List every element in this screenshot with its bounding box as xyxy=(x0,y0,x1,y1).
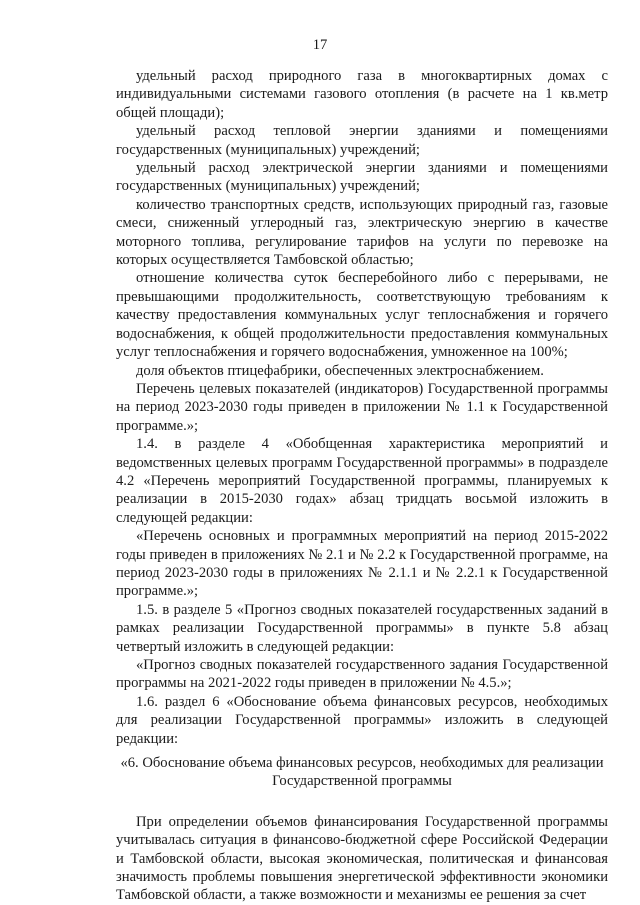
paragraph-financing: При определении объемов финансирования Государственной программы учитывалась ситуация в финансово-бюджетной сфере Российской Федерации и Тамбовской области, высокая экономическая, политическая и финансовая значимость проблемы повышения энергетической эффективности экономики Тамбовской области, а также возможности и механизмы ее решения за счет xyxy=(116,813,608,904)
paragraph-vehicles: количество транспортных средств, использующих природный газ, газовые смеси, сниженный углеродный газ, электрическую энергию в качестве моторного топлива, регулирование тарифов на услуги по перевозке на которых осуществляется Тамбовской областью; xyxy=(116,196,608,269)
paragraph-forecast: «Прогноз сводных показателей государственного задания Государственной программы на 2021-2022 годы приведен в приложении № 4.5.»; xyxy=(116,657,608,692)
document-body xyxy=(116,67,608,905)
paragraph-gas-consumption: удельный расход природного газа в многоквартирных домах с индивидуальными системами газового отопления (в расчете на 1 кв.метр общей площади); xyxy=(116,68,608,121)
paragraph-item-1-4: 1.4. в разделе 4 «Обобщенная характеристика мероприятий и ведомственных целевых программ Государственной программы» в подразделе 4.2 «Перечень мероприятий Государственной программы, планируемых к реализации в 2015-2030 годах» абзац тридцать восьмой изложить в следующей редакции: xyxy=(116,436,608,526)
paragraph-item-1-5: 1.5. в разделе 5 «Прогноз сводных показателей государственных заданий в рамках реализации Государственной программы» в пункте 5.8 абзац четвертый изложить в следующей редакции: xyxy=(116,601,608,655)
section-heading: «6. Обоснование объема финансовых ресурсов, необходимых для реализации Государственной программы xyxy=(120,755,604,790)
paragraph-electric-consumption: удельный расход электрической энергии зданиями и помещениями государственных (муниципальных) учреждений; xyxy=(116,160,608,195)
paragraph-measures-list: «Перечень основных и программных мероприятий на период 2015-2022 годы приведен в приложениях № 2.1 и № 2.2 к Государственной программе, на период 2023-2030 годы в приложениях № 2.1.1 и № 2.2.1 к Государственной программе.»; xyxy=(116,528,608,600)
paragraph-poultry-share: доля объектов птицефабрики, обеспеченных электроснабжением. xyxy=(136,362,544,379)
paragraph-heat-consumption: удельный расход тепловой энергии зданиями и помещениями государственных (муниципальных) учреждений; xyxy=(116,123,608,158)
paragraph-indicators-list: Перечень целевых показателей (индикаторов) Государственной программы на период 2023-2030 годы приведен в приложении № 1.1 к Государственной программе.»; xyxy=(116,380,608,434)
paragraph-uninterrupted-supply: отношение количества суток бесперебойного либо с перерывами, не превышающими продолжительность, соответствующую требованиям к качеству предоставления коммунальных услуг теплоснабжения и горячего водоснабжения, к общей продолжительности предоставления коммунальных услуг теплоснабжения и горячего водоснабжения, умноженное на 100%; xyxy=(116,270,608,361)
paragraph-item-1-6: 1.6. раздел 6 «Обоснование объема финансовых ресурсов, необходимых для реализации Государственной программы» изложить в следующей редакции: xyxy=(116,693,608,747)
page-number: 17 xyxy=(312,37,328,53)
